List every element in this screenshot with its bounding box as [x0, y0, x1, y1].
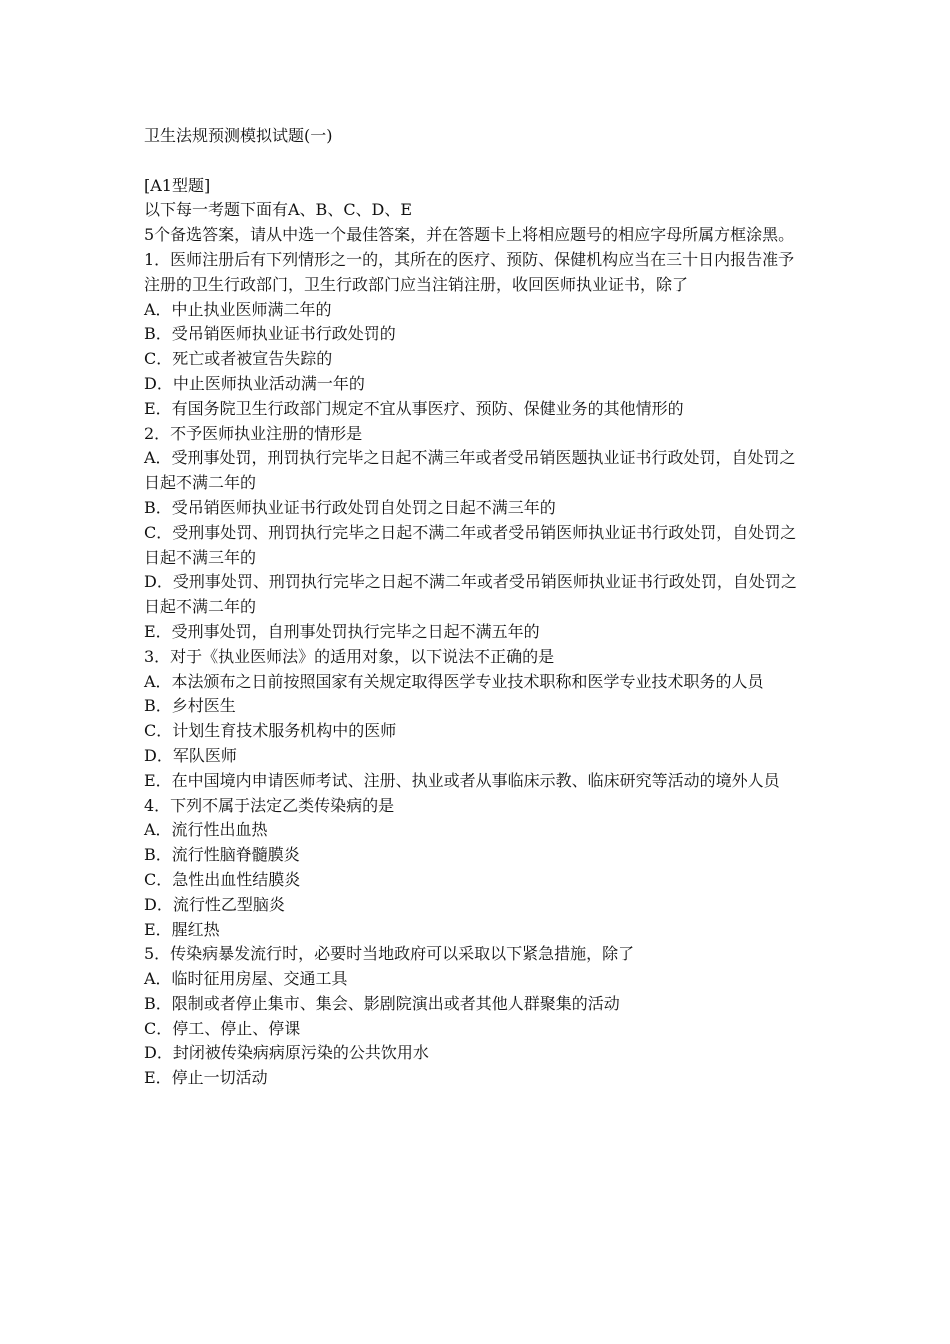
option-c: C．死亡或者被宣告失踪的 — [144, 349, 333, 369]
section-heading: [A1型题] — [144, 175, 211, 195]
option-d: D．中止医师执业活动满一年的 — [144, 373, 365, 393]
option-a: A．中止执业医师满二年的 — [144, 299, 332, 319]
question-4 — [144, 794, 809, 943]
option-b: B．乡村医生 — [144, 696, 236, 716]
option-d: D．军队医师 — [144, 745, 237, 765]
option-b: B．受吊销医师执业证书行政处罚自处罚之日起不满三年的 — [144, 497, 556, 517]
option-d: D．受刑事处罚、刑罚执行完毕之日起不满二年或者受吊销医师执业证书行政处罚，自处罚之日起不满二年的 — [144, 572, 797, 617]
option-c: C．停工、停止、停课 — [144, 1018, 301, 1038]
instructions-line-1: 以下每一考题下面有A、B、C、D、E — [144, 200, 413, 220]
option-a: A．流行性出血热 — [144, 820, 268, 840]
question-stem: 1．医师注册后有下列情形之一的，其所在的医疗、预防、保健机构应当在三十日内报告准予注册的卫生行政部门，卫生行政部门应当注销注册，收回医师执业证书，除了 — [144, 249, 795, 294]
option-e: E．停止一切活动 — [144, 1068, 268, 1088]
option-b: B．限制或者停止集市、集会、影剧院演出或者其他人群聚集的活动 — [144, 993, 620, 1013]
question-5 — [144, 942, 809, 1091]
option-d: D．流行性乙型脑炎 — [144, 894, 285, 914]
option-b: B．流行性脑脊髓膜炎 — [144, 845, 300, 865]
option-e: E．腥红热 — [144, 919, 220, 939]
option-b: B．受吊销医师执业证书行政处罚的 — [144, 324, 396, 344]
option-c: C．受刑事处罚、刑罚执行完毕之日起不满二年或者受吊销医师执业证书行政处罚，自处罚之日起不满三年的 — [144, 522, 797, 567]
option-c: C．计划生育技术服务机构中的医师 — [144, 721, 397, 741]
option-a: A．受刑事处罚，刑罚执行完毕之日起不满三年或者受吊销医题执业证书行政处罚，自处罚之日起不满二年的 — [144, 448, 796, 493]
instructions-line-2: 5个备选答案，请从中选一个最佳答案，并在答题卡上将相应题号的相应字母所属方框涂黑。 — [144, 225, 795, 245]
option-e: E．在中国境内申请医师考试、注册、执业或者从事临床示教、临床研究等活动的境外人员 — [144, 770, 780, 790]
option-e: E．有国务院卫生行政部门规定不宜从事医疗、预防、保健业务的其他情形的 — [144, 398, 684, 418]
question-stem: 3．对于《执业医师法》的适用对象，以下说法不正确的是 — [144, 646, 555, 666]
question-3 — [144, 645, 809, 794]
question-stem: 5．传染病暴发流行时，必要时当地政府可以采取以下紧急措施，除了 — [144, 944, 635, 964]
option-a: A．本法颁布之日前按照国家有关规定取得医学专业技术职称和医学专业技术职务的人员 — [144, 671, 764, 691]
option-e: E．受刑事处罚，自刑事处罚执行完毕之日起不满五年的 — [144, 621, 540, 641]
document-page — [144, 124, 809, 1091]
document-title: 卫生法规预测模拟试题(一) — [144, 126, 333, 145]
option-a: A．临时征用房屋、交通工具 — [144, 969, 348, 989]
option-c: C．急性出血性结膜炎 — [144, 869, 301, 889]
question-1 — [144, 248, 809, 422]
spacer — [144, 149, 809, 174]
question-stem: 4．下列不属于法定乙类传染病的是 — [144, 795, 395, 815]
question-2 — [144, 422, 809, 645]
question-stem: 2．不予医师执业注册的情形是 — [144, 423, 363, 443]
option-d: D．封闭被传染病病原污染的公共饮用水 — [144, 1043, 429, 1063]
